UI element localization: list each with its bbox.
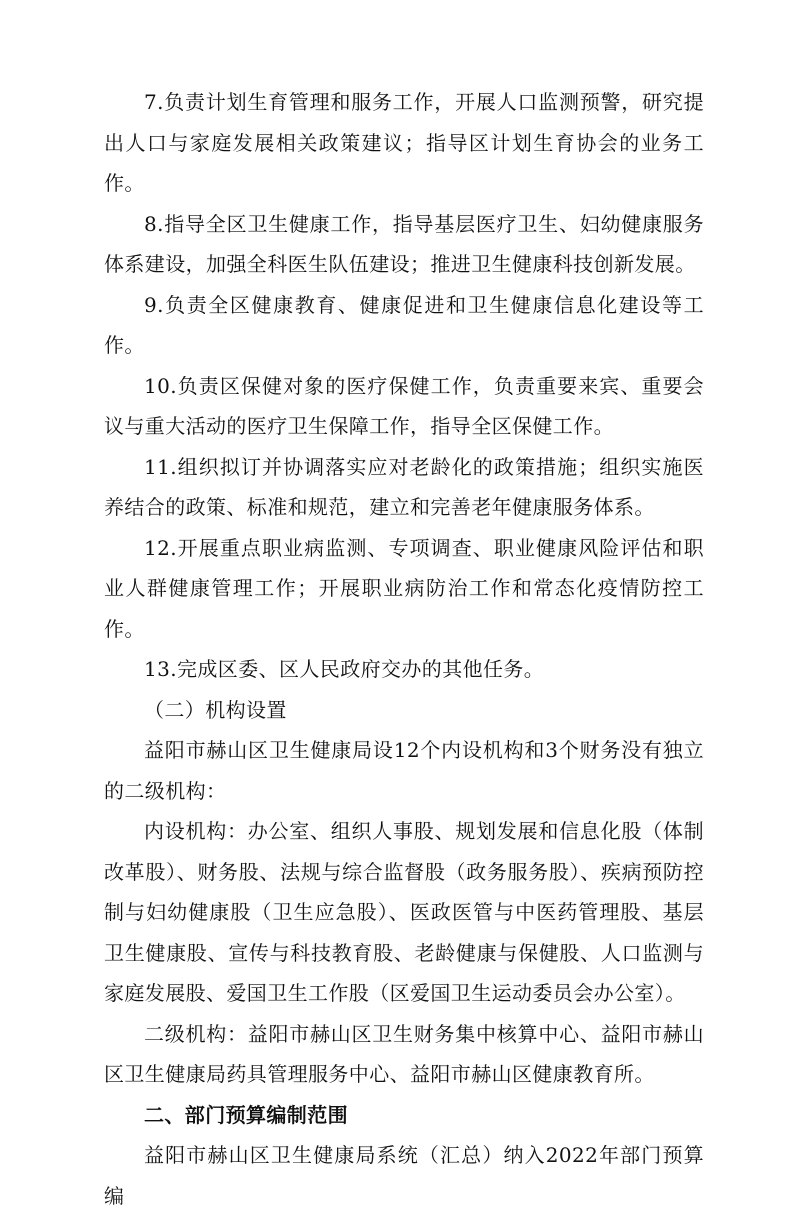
duty-item-9: 9.负责全区健康教育、健康促进和卫生健康信息化建设等工作。 <box>104 292 704 357</box>
org-summary: 益阳市赫山区卫生健康局设12个内设机构和3个财务没有独立的二级机构： <box>104 738 704 803</box>
section-heading-budget-scope: 二、部门预算编制范围 <box>144 1102 348 1127</box>
budget-scope-text: 益阳市赫山区卫生健康局系统（汇总）纳入2022年部门预算编 <box>104 1143 704 1208</box>
internal-departments: 内设机构：办公室、组织人事股、规划发展和信息化股（体制改革股）、财务股、法规与综合监督股（政务服务股）、疾病预防控制与妇幼健康股（卫生应急股）、医政医管与中医药管理股、基层卫生健康股、宣传与科技教育股、老龄健康与保健股、人口监测与家庭发展股、爱国卫生工作股（区爱国卫生运动委员会办公室）。 <box>104 819 704 1005</box>
duty-item-11: 11.组织拟订并协调落实应对老龄化的政策措施；组织实施医养结合的政策、标准和规范，建立和完善老年健康服务体系。 <box>104 454 704 519</box>
duty-item-12: 12.开展重点职业病监测、专项调查、职业健康风险评估和职业人群健康管理工作；开展职业病防治工作和常态化疫情防控工作。 <box>104 535 704 641</box>
duty-item-10: 10.负责区保健对象的医疗保健工作，负责重要来宾、重要会议与重大活动的医疗卫生保障工作，指导全区保健工作。 <box>104 373 704 438</box>
duty-item-7: 7.负责计划生育管理和服务工作，开展人口监测预警，研究提出人口与家庭发展相关政策建议；指导区计划生育协会的业务工作。 <box>104 90 704 195</box>
duty-item-8: 8.指导全区卫生健康工作，指导基层医疗卫生、妇幼健康服务体系建设，加强全科医生队伍建设；推进卫生健康科技创新发展。 <box>104 211 704 276</box>
duty-item-13: 13.完成区委、区人民政府交办的其他任务。 <box>144 657 545 681</box>
secondary-institutions: 二级机构：益阳市赫山区卫生财务集中核算中心、益阳市赫山区卫生健康局药具管理服务中心、益阳市赫山区健康教育所。 <box>104 1021 704 1086</box>
section-heading-org-setup: （二）机构设置 <box>144 697 287 722</box>
